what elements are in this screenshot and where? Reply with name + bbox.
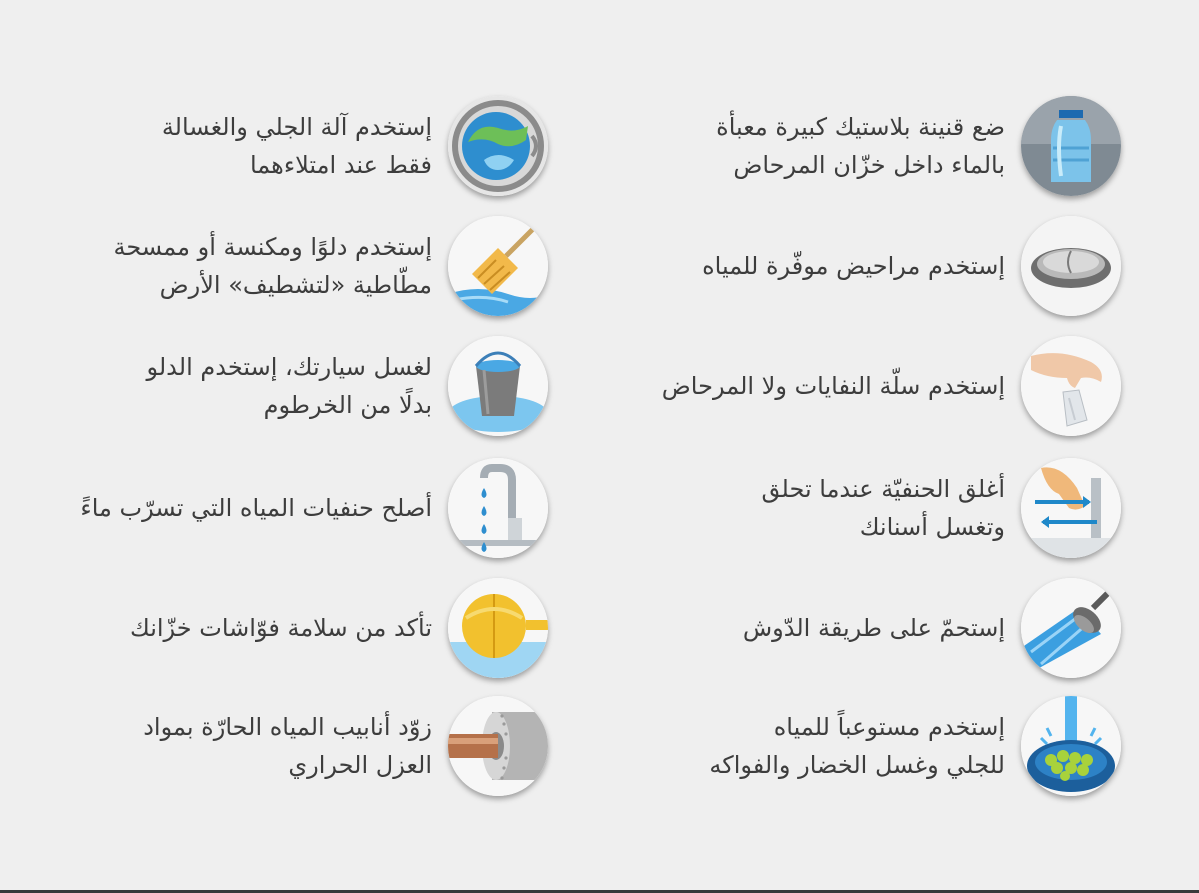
- tissue-drop-icon: [1021, 336, 1121, 436]
- tip-wash-bowl: [709, 696, 1121, 796]
- tip-dual-flush: [702, 216, 1121, 316]
- hand-closing-tap-icon: [1021, 458, 1121, 558]
- dual-flush-button-icon: [1021, 216, 1121, 316]
- tip-text: أصلح حنفيات المياه التي تسرّب ماءً: [80, 494, 432, 522]
- tip-close-tap: [762, 458, 1122, 558]
- bucket-icon: [448, 336, 548, 436]
- tip-washing-machine: [162, 96, 548, 196]
- tip-faucet: [80, 458, 548, 558]
- tip-text: أغلق الحنفيّة عندما تحلق وتغسل أسنانك: [761, 475, 1005, 541]
- tip-text: زوّد أنابيب المياه الحارّة بمواد العزل الحراري: [143, 713, 432, 779]
- washing-machine-drum-icon: [448, 96, 548, 196]
- tip-water-bottle: [716, 96, 1121, 196]
- tip-shower: [743, 578, 1121, 678]
- tip-text: إستخدم مراحيض موفّرة للمياه: [702, 252, 1005, 280]
- tip-tissue-bin: [662, 336, 1121, 436]
- tip-text: إستخدم دلوًا ومكنسة أو ممسحة مطّاطية «لتشطيف» الأرض: [113, 233, 432, 299]
- dripping-faucet-icon: [448, 458, 548, 558]
- tip-insulated-pipe: [143, 696, 548, 796]
- tip-text: لغسل سيارتك، إستخدم الدلو بدلًا من الخرطوم: [146, 353, 432, 419]
- broom-sweeping-water-icon: [448, 216, 548, 316]
- tip-text: إستخدم آلة الجلي والغسالة فقط عند امتلاءهما: [161, 113, 432, 179]
- tip-float-valve: [130, 578, 548, 678]
- insulated-pipe-icon: [448, 696, 548, 796]
- tip-text: ضع قنينة بلاستيك كبيرة معبأة بالماء داخل خزّان المرحاض: [716, 113, 1005, 179]
- water-bottle-icon: [1021, 96, 1121, 196]
- tip-text: إستخدم سلّة النفايات ولا المرحاض: [661, 372, 1005, 400]
- tip-text: إستخدم مستوعباً للمياه للجلي وغسل الخضار والفواكه: [709, 713, 1005, 779]
- tip-bucket: [146, 336, 548, 436]
- float-ball-valve-icon: [448, 578, 548, 678]
- bowl-washing-fruit-icon: [1021, 696, 1121, 796]
- shower-head-icon: [1021, 578, 1121, 678]
- tip-broom: [113, 216, 548, 316]
- tip-text: إستحمّ على طريقة الدّوش: [742, 614, 1005, 642]
- tip-text: تأكد من سلامة فوّاشات خزّانك: [129, 614, 432, 642]
